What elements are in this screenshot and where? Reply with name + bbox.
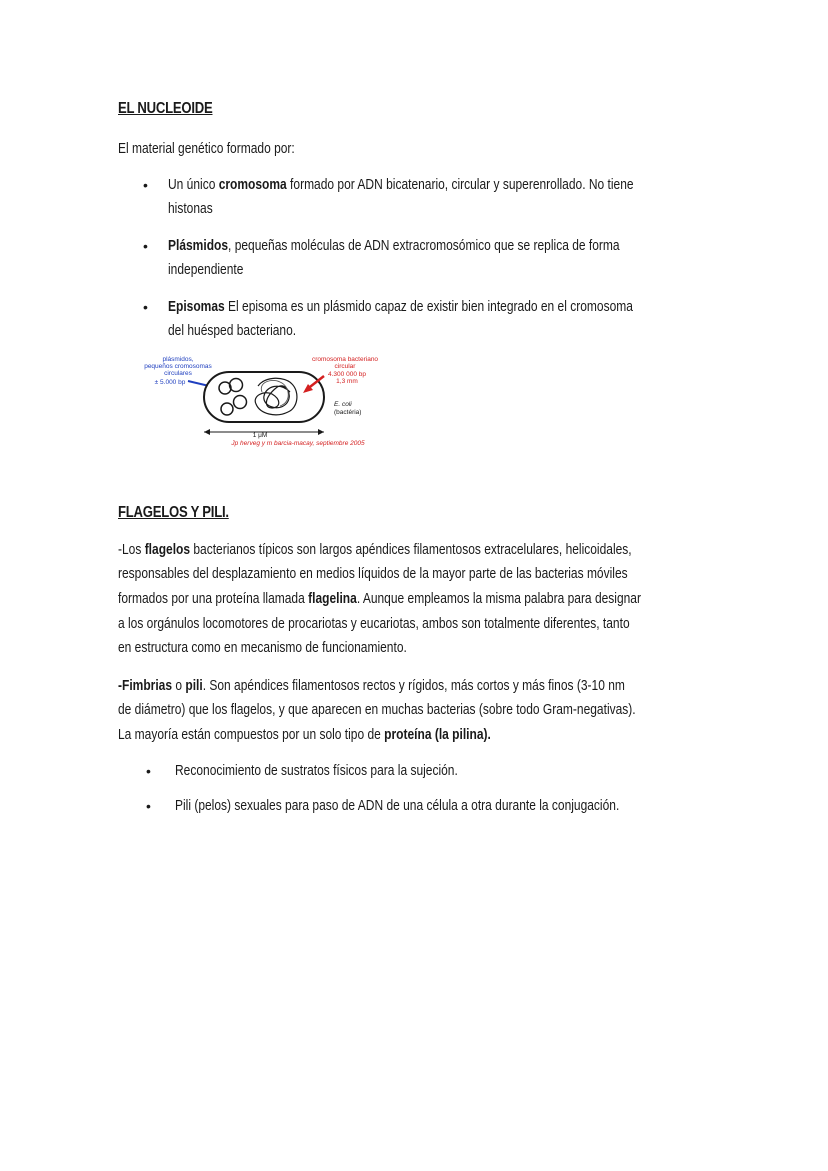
flagelos-p1-line5: en estructura como en mecanismo de funcionamiento. — [118, 639, 407, 656]
pili-bullet-2: Pili (pelos) sexuales para paso de ADN de una célula a otra durante la conjugación. — [175, 797, 620, 814]
flagelos-p1-line1: -Los flagelos bacterianos típicos son largos apéndices filamentosos extracelulares, helicoidales, — [118, 541, 632, 558]
bullet-dot: • — [143, 299, 148, 315]
plasmid-label-2: pequeños cromosomas — [144, 363, 212, 370]
diagram-credit: Jp herveg y m barcia-macay, septiembre 2005 — [231, 440, 365, 447]
flagelos-p1-line2: responsables del desplazamiento en medios líquidos de la mayor parte de las bacterias móviles — [118, 565, 628, 582]
chromosome-label-2: circular — [334, 363, 356, 370]
fimbrias-p2-line3: La mayoría están compuestos por un solo tipo de proteína (la pilina). — [118, 726, 491, 743]
species-note: (bactéria) — [334, 409, 362, 416]
flagelos-p1-line3: formados por una proteína llamada flagelina. Aunque empleamos la misma palabra para designar — [118, 590, 641, 607]
chromosome-label-3: 4.300 000 bp — [328, 371, 366, 378]
bullet-dot: • — [143, 238, 148, 254]
pili-bullet-1: Reconocimiento de sustratos físicos para la sujeción. — [175, 762, 458, 779]
bullet-cromosoma-cont: histonas — [168, 200, 213, 217]
chromosome-label-4: 1,3 mm — [336, 378, 358, 385]
bullet-dot: • — [146, 763, 151, 779]
bacteria-diagram — [140, 352, 385, 448]
bullet-dot: • — [143, 177, 148, 193]
scale-label: 1 μM — [252, 432, 268, 439]
bullet-dot: • — [146, 798, 151, 814]
bullet-plasmidos-cont: independiente — [168, 261, 244, 278]
plasmid-label-4: ± 5.000 bp — [154, 379, 186, 386]
fimbrias-p2-line1: -Fimbrias o pili. Son apéndices filamentosos rectos y rígidos, más cortos y más finos (3-10 nm — [118, 677, 625, 694]
intro-text: El material genético formado por: — [118, 140, 295, 157]
chromosome-label-1: cromosoma bacteriano — [311, 356, 379, 363]
bullet-plasmidos: Plásmidos, pequeñas moléculas de ADN extracromosómico que se replica de forma — [168, 237, 620, 254]
section-heading-flagelos: FLAGELOS Y PILI. — [118, 504, 229, 521]
flagelos-p1-line4: a los orgánulos locomotores de procariotas y eucariotas, ambos son totalmente diferentes, tanto — [118, 615, 630, 632]
plasmid-label-3: circulares — [164, 370, 192, 377]
species-label: E. coli — [334, 401, 352, 408]
bullet-cromosoma: Un único cromosoma formado por ADN bicatenario, circular y superenrollado. No tiene — [168, 176, 634, 193]
bullet-episomas: Episomas El episoma es un plásmido capaz de existir bien integrado en el cromosoma — [168, 298, 633, 315]
scale-bar-left-head — [204, 429, 210, 435]
bullet-episomas-cont: del huésped bacteriano. — [168, 322, 297, 339]
section-heading-nucleoide: EL NUCLEOIDE — [118, 100, 213, 117]
plasmid-label-1: plásmidos, — [162, 356, 194, 363]
scale-bar-right-head — [318, 429, 324, 435]
fimbrias-p2-line2: de diámetro) que los flagelos, y que aparecen en muchas bacterias (sobre todo Gram-negativas). — [118, 701, 636, 718]
